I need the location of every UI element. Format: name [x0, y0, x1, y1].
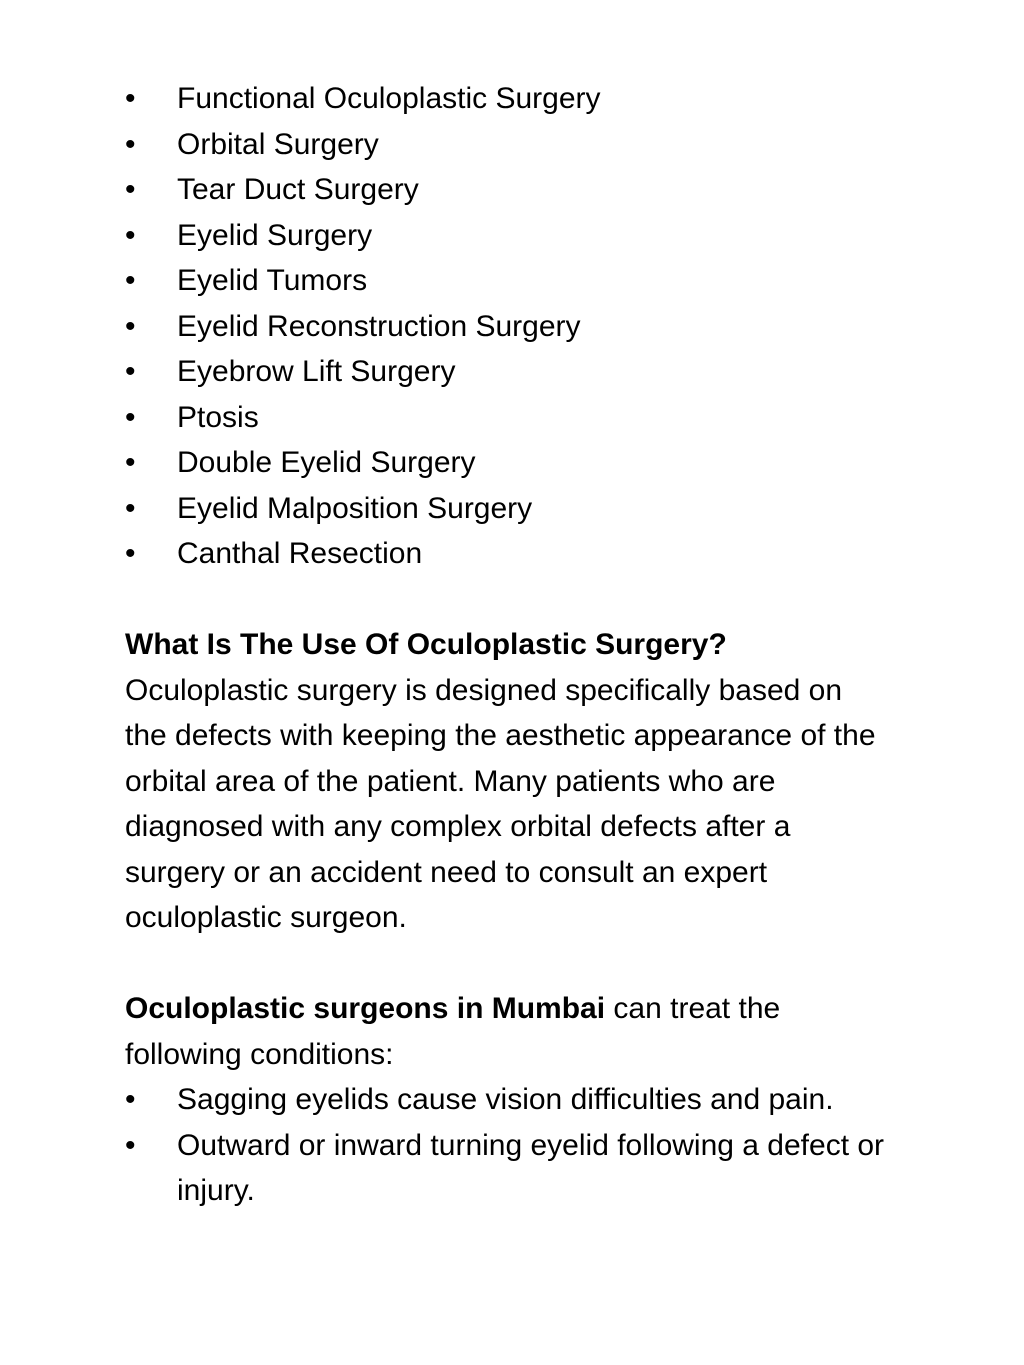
document-page: [125, 76, 885, 1214]
list-item: [125, 395, 885, 441]
procedure-label: Eyelid Reconstruction Surgery: [177, 309, 581, 343]
section-body: Oculoplastic surgery is designed specifically based on the defects with keeping the aesthetic appearance of the orbital area of the patient. Many patients who are diagnosed with any complex orbital defects after a surgery or an accident need to consult an expert oculoplastic surgeon.: [125, 673, 876, 934]
conditions-list: [125, 1077, 885, 1214]
procedure-list: [125, 76, 885, 577]
conditions-intro-rest: can treat the following conditions:: [125, 992, 781, 1071]
bullet-icon: •: [125, 491, 136, 525]
list-item: [125, 258, 885, 304]
bullet-icon: •: [125, 173, 136, 206]
procedure-label: Ptosis: [177, 400, 259, 434]
bullet-icon: •: [125, 446, 136, 479]
procedure-label: Eyelid Malposition Surgery: [177, 491, 533, 525]
procedure-label: Eyebrow Lift Surgery: [177, 355, 456, 388]
conditions-intro-bold: Oculoplastic surgeons in Mumbai: [125, 992, 606, 1025]
bullet-icon: •: [125, 355, 136, 388]
condition-label: Outward or inward turning eyelid following a defect or injury.: [177, 1128, 885, 1207]
conditions-intro: [125, 986, 885, 1077]
conditions-section: [125, 986, 885, 1214]
procedure-label: Eyelid Surgery: [177, 218, 373, 252]
section-heading: What Is The Use Of Oculoplastic Surgery?: [125, 628, 727, 661]
bullet-icon: •: [125, 82, 136, 115]
procedure-label: Canthal Resection: [177, 537, 423, 570]
list-item: [125, 122, 885, 168]
list-item: [125, 1077, 885, 1123]
spacer: [125, 577, 885, 623]
procedure-label: Functional Oculoplastic Surgery: [177, 82, 601, 115]
bullet-icon: •: [125, 127, 136, 161]
list-item: [125, 349, 885, 395]
bullet-icon: •: [125, 264, 136, 297]
bullet-icon: •: [125, 1128, 136, 1162]
list-item: [125, 486, 885, 532]
procedure-label: Double Eyelid Surgery: [177, 446, 476, 479]
list-item: [125, 167, 885, 213]
bullet-icon: •: [125, 1083, 136, 1116]
condition-label: Sagging eyelids cause vision difficulties and pain.: [177, 1083, 834, 1116]
bullet-icon: •: [125, 309, 136, 343]
spacer: [125, 941, 885, 987]
procedure-label: Tear Duct Surgery: [177, 173, 419, 206]
use-section: [125, 622, 885, 941]
list-item: [125, 304, 885, 350]
list-item: [125, 1123, 885, 1214]
procedure-label: Eyelid Tumors: [177, 264, 368, 297]
procedure-label: Orbital Surgery: [177, 127, 379, 161]
bullet-icon: •: [125, 400, 136, 434]
bullet-icon: •: [125, 218, 136, 252]
list-item: [125, 213, 885, 259]
bullet-icon: •: [125, 537, 136, 570]
list-item: [125, 440, 885, 486]
list-item: [125, 531, 885, 577]
list-item: [125, 76, 885, 122]
